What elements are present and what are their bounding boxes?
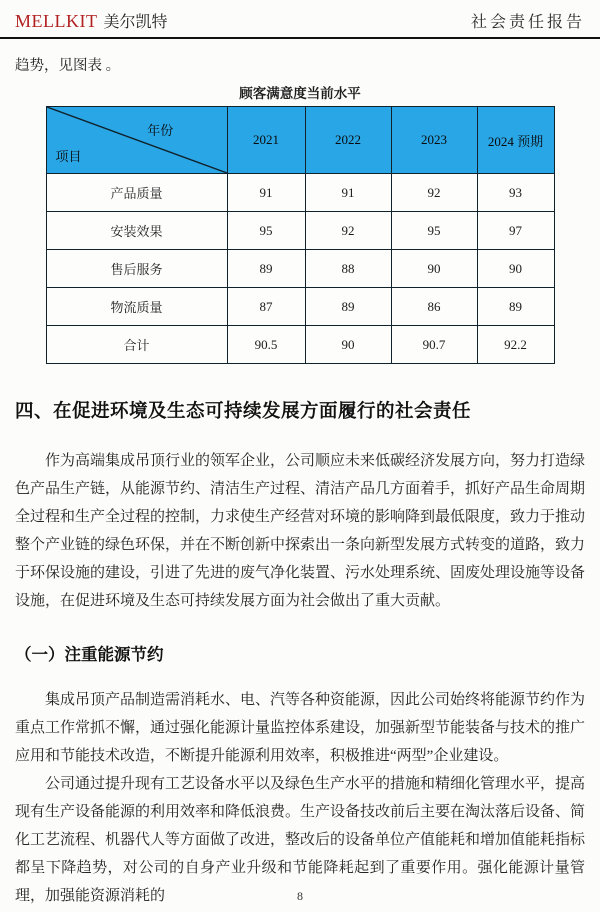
satisfaction-table (46, 106, 555, 364)
brand-name-cn: 美尔凯特 (103, 14, 168, 31)
table-cell: 92 (305, 212, 391, 250)
column-header: 2022 (305, 107, 391, 174)
table-cell: 92.2 (477, 326, 554, 364)
table-cell: 93 (477, 174, 554, 212)
intro-text: 趋势，见图表 。 (15, 58, 121, 74)
table-cell: 87 (227, 288, 305, 326)
column-header: 2024 预期 (477, 107, 554, 174)
table-cell: 91 (305, 174, 391, 212)
paragraph: 集成吊顶产品制造需消耗水、电、汽等各种资能源，因此公司始终将能源节约作为重点工作常抓不懈，通过强化能源计量监控体系建设，加强新型节能装备与技术的推广应用和节能技术改造，不断提升能源利用效率，积极推进“两型”企业建设。 (15, 692, 586, 764)
table-cell: 95 (391, 212, 477, 250)
corner-label-year: 年份 (147, 123, 174, 138)
table-cell: 95 (227, 212, 305, 250)
table-cell: 89 (305, 288, 391, 326)
table-row (46, 174, 554, 212)
brand (15, 9, 168, 32)
page-number: 8 (297, 889, 303, 903)
table-header-row (46, 107, 554, 174)
row-label: 物流质量 (46, 288, 227, 326)
table-cell: 90 (305, 326, 391, 364)
table-cell: 91 (227, 174, 305, 212)
row-label: 安装效果 (46, 212, 227, 250)
table-cell: 92 (391, 174, 477, 212)
row-label: 合计 (46, 326, 227, 364)
table-cell: 89 (227, 250, 305, 288)
corner-label-item: 项目 (55, 149, 82, 164)
table-cell: 88 (305, 250, 391, 288)
column-header: 2023 (391, 107, 477, 174)
table-row (46, 288, 554, 326)
table-cell: 90 (391, 250, 477, 288)
table-title: 顾客满意度当前水平 (239, 86, 361, 101)
column-header: 2021 (227, 107, 305, 174)
table-row-total (46, 326, 554, 364)
page-header (0, 0, 600, 39)
row-label: 售后服务 (46, 250, 227, 288)
paragraph: 作为高端集成吊顶行业的领军企业，公司顺应未来低碳经济发展方向，努力打造绿色产品生产链，从能源节约、清洁生产过程、清洁产品几方面着手，抓好产品生命周期全过程和生产全过程的控制，力求使生产经营对环境的影响降到最低限度，致力于推动整个产业链的绿色环保，并在不断创新中探索出一条向新型发展方式转变的道路，致力于环保设施的建设，引进了先进的废气净化装置、污水处理系统、固废处理设施等设备设施，在促进环境及生态可持续发展方面为社会做出了重大贡献。 (15, 453, 586, 609)
table-cell: 90.5 (227, 326, 305, 364)
table-cell: 86 (391, 288, 477, 326)
subsection-heading: （一）注重能源节约 (15, 646, 164, 664)
table-cell: 90.7 (391, 326, 477, 364)
table-row (46, 250, 554, 288)
paragraph: 公司通过提升现有工艺设备水平以及绿色生产水平的措施和精细化管理水平，提高现有生产设备能源的利用效率和降低浪费。生产设备技改前后主要在淘汰落后设备、简化工艺流程、机器代人等方面做了改进，整改后的设备单位产值能耗和增加值能耗指标都呈下降趋势，对公司的自身产业升级和节能降耗起到了重要作用。强化能源计量管理，加强能资源消耗的 (15, 776, 586, 904)
table-row (46, 212, 554, 250)
document-title: 社会责任报告 (470, 14, 585, 31)
section-heading: 四、在促进环境及生态可持续发展方面履行的社会责任 (15, 400, 472, 421)
row-label: 产品质量 (46, 174, 227, 212)
table-cell: 89 (477, 288, 554, 326)
table-cell: 97 (477, 212, 554, 250)
table-cell: 90 (477, 250, 554, 288)
brand-logo-text: MELLKIT (15, 11, 98, 31)
table-corner-cell (46, 107, 227, 174)
